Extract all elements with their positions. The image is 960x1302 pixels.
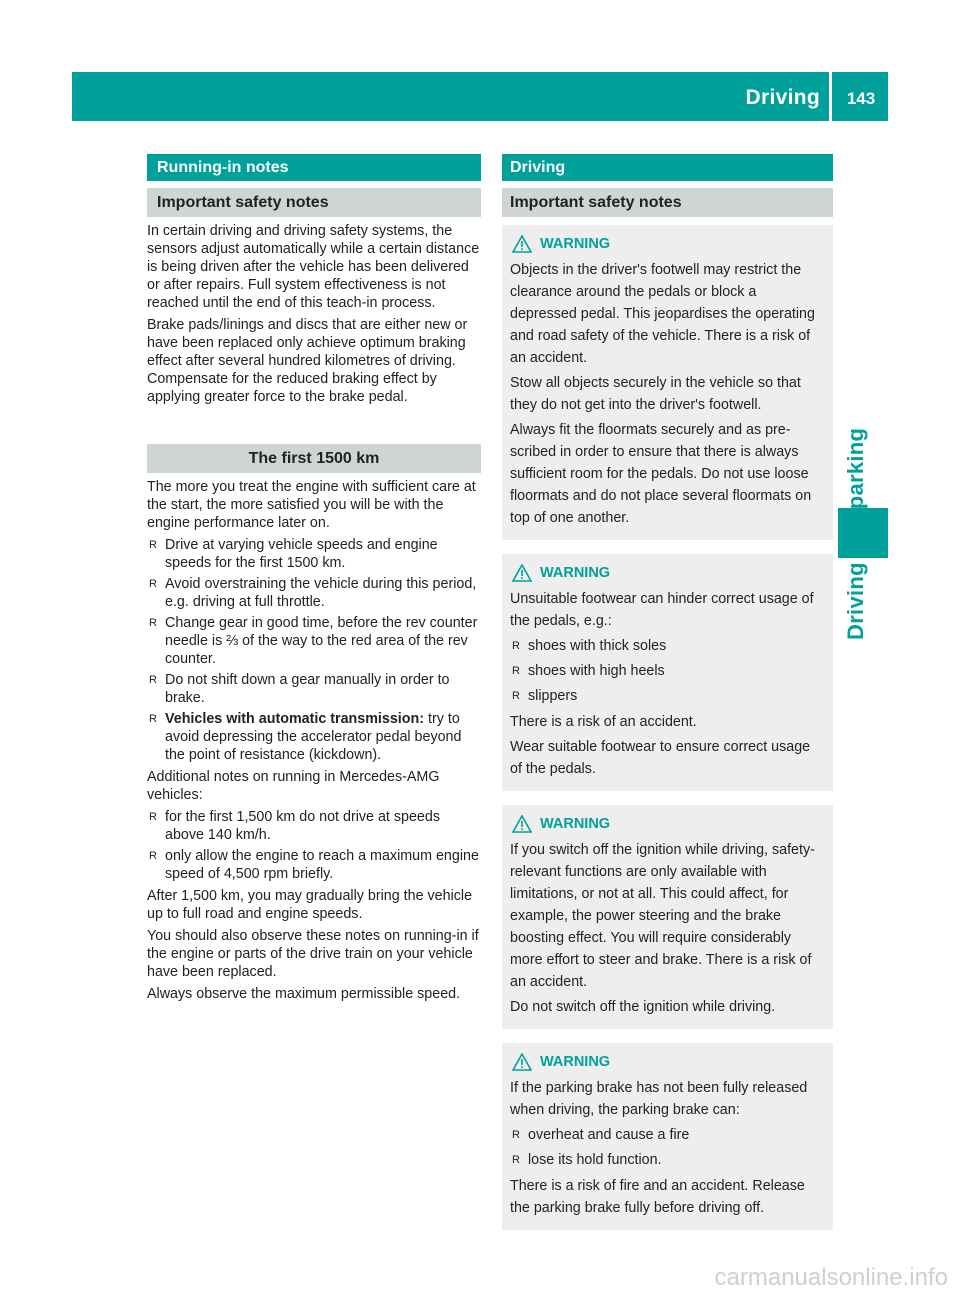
list-item (147, 536, 481, 572)
bullet-icon: R (512, 640, 520, 652)
subsection-title-safety: Important safety notes (147, 188, 481, 217)
list-item (510, 685, 825, 707)
warning-text: There is a risk of fire and an accident. Release the parking brake fully before driving off. (510, 1178, 805, 1216)
warning-header (510, 564, 825, 582)
section-title-driving: Driving (502, 154, 833, 181)
list-item (147, 671, 481, 707)
page-header-bar (72, 72, 888, 121)
list-item (147, 575, 481, 611)
list-item-text: Change gear in good time, before the rev counter needle is ⅔ of the way to the red area of the rev counter. (165, 615, 478, 667)
bullet-list (510, 635, 825, 707)
header-section-title: Driving (745, 86, 820, 109)
warning-triangle-icon (512, 815, 532, 833)
list-item-text: lose its hold function. (528, 1152, 662, 1168)
side-tab (843, 440, 873, 470)
list-item-text: shoes with high heels (528, 663, 665, 679)
list-item (510, 635, 825, 657)
list-item-text: only allow the engine to reach a maximum engine speed of 4,500 rpm briefly. (165, 848, 479, 882)
bullet-icon: R (149, 674, 157, 686)
bullet-icon: R (512, 690, 520, 702)
list-item (510, 1124, 825, 1146)
bullet-icon: R (149, 578, 157, 590)
subsection-title-safety: Important safety notes (502, 188, 833, 217)
bullet-list (510, 1124, 825, 1171)
paragraph: Always observe the maximum permissible speed. (147, 986, 461, 1002)
warning-text: Wear suitable footwear to ensure correct usage of the pedals. (510, 739, 811, 777)
warning-label: WARNING (540, 1054, 611, 1070)
warning-text: Objects in the driver's footwell may restrict the clearance around the pedals or block a depressed pedal. This jeopardises the operating and road safety of the vehicle. There is a risk of an accident. (510, 262, 815, 366)
warning-box (502, 225, 833, 540)
list-item (147, 710, 481, 764)
list-item (147, 847, 481, 883)
warning-text: There is a risk of an accident. (510, 714, 697, 730)
warning-triangle-icon (512, 1053, 532, 1071)
list-item (510, 660, 825, 682)
paragraph: After 1,500 km, you may gradually bring the vehicle up to full road and engine speeds. (147, 888, 473, 922)
paragraph: You should also observe these notes on running-in if the engine or parts of the drive train on your vehicle have been replaced. (147, 928, 479, 980)
list-item (147, 808, 481, 844)
warning-text: Stow all objects securely in the vehicle so that they do not get into the driver's footwell. (510, 375, 801, 413)
paragraph: The more you treat the engine with sufficient care at the start, the more satisfied you will be with the engine performance later on. (147, 479, 476, 531)
warning-text: If the parking brake has not been fully released when driving, the parking brake can: (510, 1080, 808, 1118)
watermark: carmanualsonline.info (714, 1264, 948, 1291)
warning-box (502, 1043, 833, 1230)
list-item-text: shoes with thick soles (528, 638, 667, 654)
warning-box (502, 805, 833, 1029)
warning-text: Always fit the floormats securely and as prescribed in order to ensure that there is always sufficient room for the pedals. Do not use loose floormats and do not place several floormats on top of one another. (510, 422, 812, 526)
bullet-icon: R (149, 850, 157, 862)
page-number: 143 (846, 89, 876, 108)
list-item-text: Avoid overstraining the vehicle during this period, e.g. driving at full throttle. (165, 576, 477, 610)
bullet-icon: R (149, 811, 157, 823)
list-item (147, 614, 481, 668)
warning-triangle-icon (512, 564, 532, 582)
bullet-icon: R (149, 617, 157, 629)
warning-text: If you switch off the ignition while driving, safety-relevant functions are only available with limitations, or not at all. This could affect, for example, the power steering and the brake boosting effect. You will require considerably more effort to steer and brake. There is a risk of an accident. (510, 842, 815, 990)
paragraph: Additional notes on running in Mercedes-AMG vehicles: (147, 769, 440, 803)
side-tab-marker (838, 508, 888, 558)
warning-text: Unsuitable footwear can hinder correct usage of the pedals, e.g.: (510, 591, 814, 629)
bullet-list (147, 808, 481, 883)
warning-text: Do not switch off the ignition while driving. (510, 999, 776, 1015)
list-item-text: overheat and cause a fire (528, 1127, 690, 1143)
warning-header (510, 235, 825, 253)
bullet-icon: R (512, 1129, 520, 1141)
warning-triangle-icon (512, 235, 532, 253)
warning-label: WARNING (540, 816, 611, 832)
list-item-text: Drive at varying vehicle speeds and engine speeds for the first 1500 km. (165, 537, 438, 571)
header-divider (829, 72, 832, 121)
left-column (147, 154, 481, 1007)
bullet-icon: R (512, 1154, 520, 1166)
warning-label: WARNING (540, 236, 611, 252)
section-title-running-in: Running-in notes (147, 154, 481, 181)
list-item-text: try to avoid depressing the accelerator pedal beyond the point of resistance (kickdown). (165, 711, 462, 763)
list-item-text: slippers (528, 688, 578, 704)
list-item-text: for the first 1,500 km do not drive at speeds above 140 km/h. (165, 809, 440, 843)
warning-header (510, 815, 825, 833)
bullet-icon: R (149, 713, 157, 725)
bullet-icon: R (149, 539, 157, 551)
list-item-text: Do not shift down a gear manually in order to brake. (165, 672, 450, 706)
bullet-icon: R (512, 665, 520, 677)
warning-header (510, 1053, 825, 1071)
list-item-bold-lead: Vehicles with automatic transmission: (165, 711, 425, 727)
paragraph: In certain driving and driving safety systems, the sensors adjust automatically while a certain distance is being driven after the vehicle has been delivered or after repairs. Full system effectiveness is not reached until the end of this teach-in process. (147, 223, 480, 311)
warning-label: WARNING (540, 565, 611, 581)
paragraph: Brake pads/linings and discs that are either new or have been replaced only achieve optimum braking effect after several hundred kilometres of driving. Compensate for the reduced braking effect by applying greater force to the brake pedal. (147, 317, 468, 405)
warning-box (502, 554, 833, 791)
subsection-title-first-1500: The first 1500 km (147, 444, 481, 473)
list-item (510, 1149, 825, 1171)
right-column (502, 154, 833, 1230)
bullet-list (147, 536, 481, 764)
